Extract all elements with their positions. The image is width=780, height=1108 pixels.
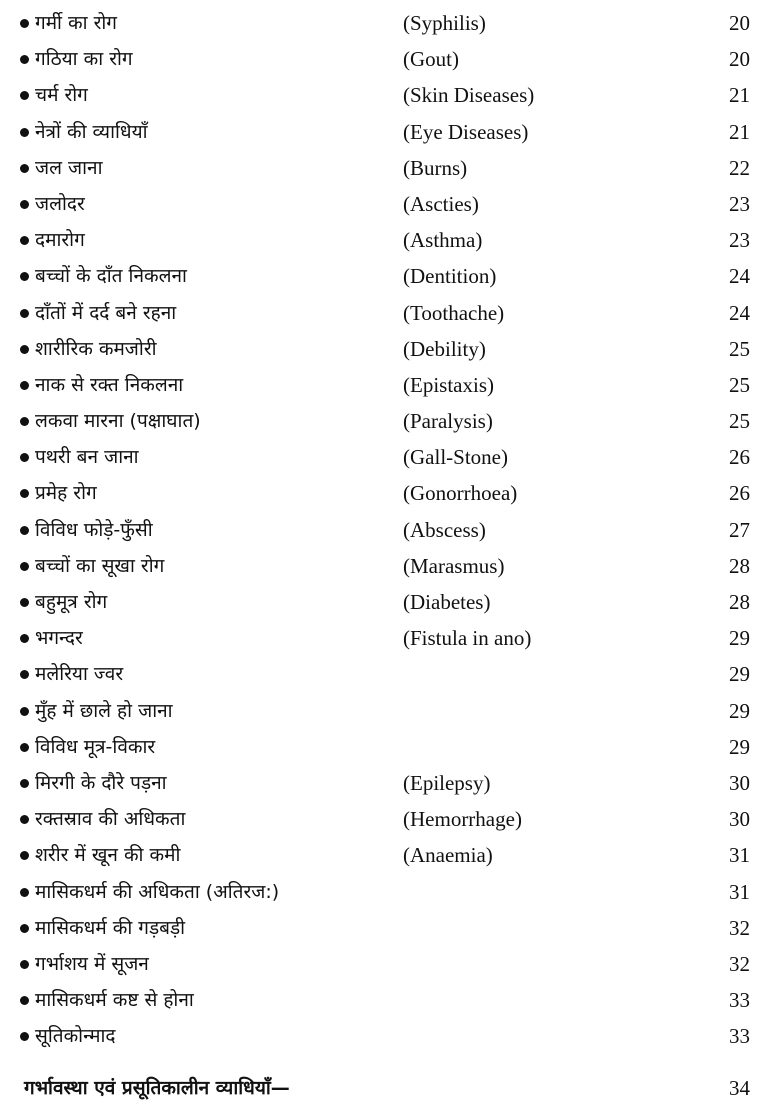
entry-english-title: (Anaemia)	[403, 843, 493, 868]
contents-entry	[0, 619, 780, 655]
entry-page-number: 26	[729, 445, 750, 470]
entry-english-title: (Marasmus)	[403, 553, 505, 578]
contents-entry	[0, 294, 780, 330]
bullet-icon	[20, 526, 29, 535]
contents-entry	[0, 583, 780, 619]
entry-page-number: 21	[729, 83, 750, 108]
bullet-icon	[20, 743, 29, 752]
contents-entry	[0, 113, 780, 149]
contents-entry	[0, 692, 780, 728]
entry-page-number: 27	[729, 517, 750, 542]
entry-hindi-title: विविध मूत्र-विकार	[35, 735, 156, 758]
entry-hindi-title: रक्तस्राव की अधिकता	[35, 808, 186, 831]
entry-page-number: 33	[729, 988, 750, 1013]
entry-hindi-title: मासिकधर्म की गड़बड़ी	[35, 916, 186, 939]
entry-english-title: (Hemorrhage)	[403, 807, 522, 832]
entry-page-number: 28	[729, 553, 750, 578]
contents-entry	[0, 366, 780, 402]
entry-hindi-title: जल जाना	[35, 156, 103, 179]
contents-entry	[0, 221, 780, 257]
contents-entry	[0, 728, 780, 764]
entry-page-number: 25	[729, 372, 750, 397]
entry-hindi-title: प्रमेह रोग	[35, 482, 97, 505]
section-title: गर्भावस्था एवं प्रसूतिकालीन व्याधियाँ—	[24, 1077, 290, 1099]
contents-entry	[0, 547, 780, 583]
bullet-icon	[20, 381, 29, 390]
entry-english-title: (Burns)	[403, 155, 468, 180]
entry-hindi-title: जलोदर	[35, 192, 85, 215]
bullet-icon	[20, 164, 29, 173]
entry-page-number: 20	[729, 47, 750, 72]
entry-page-number: 25	[729, 409, 750, 434]
entry-hindi-title: पथरी बन जाना	[35, 446, 139, 469]
entry-english-title: (Dentition)	[403, 264, 497, 289]
entry-page-number: 24	[729, 300, 750, 325]
bullet-icon	[20, 562, 29, 571]
entry-hindi-title: मासिकधर्म कष्ट से होना	[35, 989, 194, 1012]
entry-hindi-title: चर्म रोग	[35, 84, 88, 107]
entry-hindi-title: भगन्दर	[35, 627, 83, 650]
bullet-icon	[20, 888, 29, 897]
entry-page-number: 29	[729, 734, 750, 759]
bullet-icon	[20, 200, 29, 209]
bullet-icon	[20, 924, 29, 933]
bullet-icon	[20, 960, 29, 969]
contents-entry	[0, 836, 780, 872]
contents-entry	[0, 40, 780, 76]
entry-hindi-title: मासिकधर्म की अधिकता (अतिरज:)	[35, 880, 280, 903]
entry-page-number: 32	[729, 915, 750, 940]
entry-hindi-title: गर्भाशय में सूजन	[35, 952, 149, 975]
bullet-icon	[20, 670, 29, 679]
bullet-icon	[20, 815, 29, 824]
contents-entry	[0, 257, 780, 293]
entry-english-title: (Diabetes)	[403, 590, 491, 614]
entry-hindi-title: सूतिकोन्माद	[35, 1025, 116, 1048]
entry-hindi-title: गर्मी का रोग	[35, 12, 117, 34]
contents-entry	[0, 330, 780, 366]
entry-english-title: (Epistaxis)	[403, 372, 494, 397]
entry-hindi-title: मलेरिया ज्वर	[35, 663, 124, 686]
entry-english-title: (Asthma)	[403, 228, 483, 253]
bullet-icon	[20, 19, 29, 28]
contents-entry	[0, 4, 780, 40]
entry-hindi-title: बच्चों का सूखा रोग	[35, 554, 165, 577]
entry-page-number: 24	[729, 264, 750, 289]
entry-page-number: 32	[729, 951, 750, 976]
entry-page-number: 33	[729, 1024, 750, 1049]
entry-page-number: 29	[729, 698, 750, 723]
bullet-icon	[20, 272, 29, 281]
entry-english-title: (Paralysis)	[403, 409, 493, 434]
bullet-icon	[20, 851, 29, 860]
bullet-icon	[20, 779, 29, 788]
entry-page-number: 29	[729, 626, 750, 651]
entry-hindi-title: दाँतों में दर्द बने रहना	[35, 301, 177, 324]
entry-page-number: 30	[729, 807, 750, 832]
bullet-icon	[20, 345, 29, 354]
entry-page-number: 30	[729, 770, 750, 795]
contents-entry	[0, 764, 780, 800]
bullet-icon	[20, 417, 29, 426]
entry-english-title: (Eye Diseases)	[403, 119, 529, 144]
entry-english-title: (Gonorrhoea)	[403, 481, 518, 506]
contents-entry	[0, 474, 780, 510]
entry-hindi-title: नेत्रों की व्याधियाँ	[35, 120, 148, 143]
bullet-icon	[20, 236, 29, 245]
entry-english-title: (Ascties)	[403, 191, 479, 216]
entry-page-number: 28	[729, 590, 750, 614]
contents-entry	[0, 981, 780, 1017]
contents-entry	[0, 945, 780, 981]
contents-entry	[0, 185, 780, 221]
entry-hindi-title: नाक से रक्त निकलना	[35, 373, 184, 396]
contents-entry	[0, 1017, 780, 1053]
entry-english-title: (Skin Diseases)	[403, 83, 535, 108]
bullet-icon	[20, 91, 29, 100]
entry-english-title: (Gall-Stone)	[403, 445, 508, 470]
bullet-icon	[20, 996, 29, 1005]
bullet-icon	[20, 1032, 29, 1041]
entry-hindi-title: बच्चों के दाँत निकलना	[35, 265, 187, 288]
entry-english-title: (Toothache)	[403, 300, 505, 325]
section-page-number: 34	[729, 1076, 750, 1100]
bullet-icon	[20, 489, 29, 498]
entry-page-number: 21	[729, 119, 750, 144]
bullet-icon	[20, 55, 29, 64]
bullet-icon	[20, 453, 29, 462]
contents-entry	[0, 76, 780, 112]
entry-page-number: 20	[729, 11, 750, 35]
entry-hindi-title: शारीरिक कमजोरी	[35, 337, 157, 360]
entry-page-number: 23	[729, 228, 750, 253]
entry-page-number: 23	[729, 191, 750, 216]
contents-entry	[0, 511, 780, 547]
entry-english-title: (Debility)	[403, 336, 486, 361]
bullet-icon	[20, 309, 29, 318]
contents-entry	[0, 149, 780, 185]
contents-entry	[0, 655, 780, 691]
contents-entry	[0, 873, 780, 909]
entry-english-title: (Epilepsy)	[403, 770, 491, 795]
bullet-icon	[20, 707, 29, 716]
entry-hindi-title: बहुमूत्र रोग	[35, 591, 108, 613]
entry-hindi-title: लकवा मारना (पक्षाघात)	[35, 410, 201, 433]
entry-hindi-title: शरीर में खून की कमी	[35, 844, 181, 867]
contents-list	[0, 4, 780, 1053]
entry-hindi-title: गठिया का रोग	[35, 48, 133, 71]
entry-page-number: 29	[729, 662, 750, 687]
entry-page-number: 31	[729, 843, 750, 868]
entry-english-title: (Fistula in ano)	[403, 626, 532, 651]
entry-page-number: 26	[729, 481, 750, 506]
entry-page-number: 22	[729, 155, 750, 180]
entry-hindi-title: विविध फोड़े-फुँसी	[35, 518, 153, 541]
bullet-icon	[20, 634, 29, 643]
contents-entry	[0, 800, 780, 836]
bullet-icon	[20, 128, 29, 137]
entry-hindi-title: मिरगी के दौरे पड़ना	[35, 771, 167, 794]
contents-entry	[0, 909, 780, 945]
entry-english-title: (Syphilis)	[403, 11, 486, 35]
section-heading-row	[0, 1071, 780, 1105]
entry-hindi-title: दमारोग	[35, 229, 85, 252]
contents-entry	[0, 402, 780, 438]
entry-english-title: (Abscess)	[403, 517, 486, 542]
entry-page-number: 25	[729, 336, 750, 361]
bullet-icon	[20, 598, 29, 607]
contents-entry	[0, 438, 780, 474]
entry-page-number: 31	[729, 879, 750, 904]
entry-english-title: (Gout)	[403, 47, 459, 72]
entry-hindi-title: मुँह में छाले हो जाना	[35, 699, 173, 722]
